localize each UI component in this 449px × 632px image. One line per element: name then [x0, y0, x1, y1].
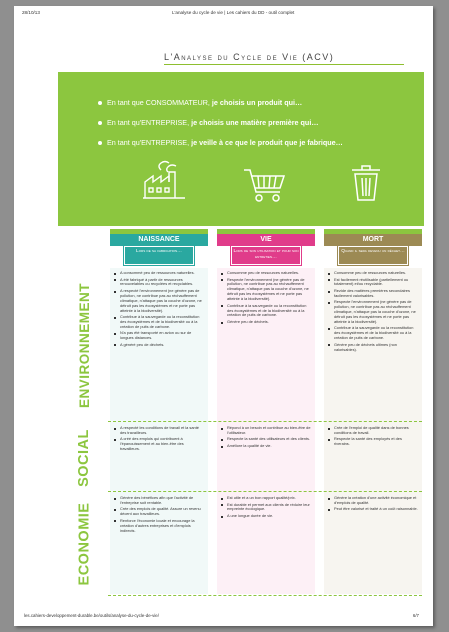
- cell-economie-vie: [221, 496, 311, 520]
- criteria-item: Crée des emplois de qualité. Assure un revenu décent aux travailleurs.: [114, 507, 204, 517]
- banner-line-consumer: En tant que CONSOMMATEUR, je choisis un produit qui…: [98, 98, 302, 107]
- cell-environnement-naissance: [114, 271, 204, 349]
- banner-line-product: En tant qu'ENTREPRISE, je veille à ce que le produit que je fabrique…: [98, 138, 343, 147]
- cell-economie-mort: [328, 496, 418, 514]
- criteria-item: Génère des bénéfices afin que l'activité de l'entreprise soit rentable.: [114, 496, 204, 506]
- green-banner: [58, 72, 424, 226]
- criteria-item: Respecte la santé des utilisateurs et des clients.: [221, 437, 311, 442]
- row-separator: [108, 491, 422, 492]
- criteria-item: Est facilement réutilisable (partiellement ou totalement) et/ou recyclable.: [328, 278, 418, 288]
- criteria-item: Génère peu de déchets.: [221, 320, 311, 325]
- criteria-item: Contribue à la sauvegarde ou la reconstitution des écosystèmes et de la biodiversité ou à la création de puits de carbone.: [328, 326, 418, 341]
- column-title-vie: VIE: [217, 234, 315, 246]
- cell-environnement-mort: [328, 271, 418, 354]
- criteria-item: Crée de l'emploi de qualité dans de bonnes conditions de travail.: [328, 426, 418, 436]
- criteria-item: Consomme peu de ressources naturelles.: [221, 271, 311, 276]
- row-label-text: ECONOMIE: [76, 502, 93, 585]
- criteria-item: A créé des emplois qui contribuent à l'épanouissement et au bien-être des travailleurs.: [114, 437, 204, 452]
- criteria-item: Peut être valorisé et traité à un coût raisonnable.: [328, 507, 418, 512]
- trash-bin-icon: [346, 160, 386, 204]
- criteria-item: A été fabriqué à partir de ressources renouvelables ou recyclées et recyclables.: [114, 278, 204, 288]
- criteria-item: Renforce l'économie locale et encourage la création d'autres entreprises et d'emplois indirects.: [114, 519, 204, 534]
- criteria-item: Consomme peu de ressources naturelles.: [328, 271, 418, 276]
- print-header: [22, 10, 425, 17]
- cell-social-mort: [328, 426, 418, 449]
- document-page: [14, 6, 433, 626]
- print-footer: [24, 613, 423, 620]
- page-title: L'Analyse du Cycle de Vie (ACV): [164, 52, 335, 62]
- criteria-item: Répond à un besoin et contribue au bien-être de l'utilisateur.: [221, 426, 311, 436]
- row-label-text: SOCIAL: [76, 429, 92, 487]
- criteria-item: Respecte l'environnement (ne génère pas de pollution, ne contribue pas au réchauffement climatique, n'attaque pas la couche d'ozone, ne détruit pas les écosystèmes et ne porte pas atteinte à la biodiversité).: [328, 300, 418, 325]
- page-number: 6/7: [412, 613, 419, 618]
- criteria-item: A consommé peu de ressources naturelles.: [114, 271, 204, 276]
- criteria-item: A respecté les conditions de travail et la santé des travailleurs.: [114, 426, 204, 436]
- criteria-item: A généré peu de déchets.: [114, 343, 204, 348]
- title-rule: [164, 64, 404, 65]
- criteria-item: A une longue durée de vie.: [221, 514, 311, 519]
- criteria-item: N'a pas été transporté en avion ou sur de longues distances.: [114, 331, 204, 341]
- criteria-item: Est utile et a un bon rapport qualité/prix.: [221, 496, 311, 501]
- criteria-list: [328, 426, 418, 447]
- banner-line-raw-material: En tant qu'ENTREPRISE, je choisis une matière première qui…: [98, 118, 319, 127]
- row-label-social: [62, 423, 106, 493]
- column-subtitle-1: Lors de son utilisation et pour son entretien…: [231, 246, 301, 265]
- criteria-item: Est durable et permet aux clients de réduire leur empreinte écologique.: [221, 503, 311, 513]
- criteria-list: [328, 271, 418, 353]
- criteria-item: Améliore la qualité de vie.: [221, 444, 311, 449]
- cell-environnement-vie: [221, 271, 311, 326]
- factory-icon: [141, 160, 187, 202]
- table-bottom-rule: [108, 595, 422, 596]
- criteria-list: [114, 271, 204, 348]
- criteria-list: [221, 271, 311, 325]
- criteria-item: Génère peu de déchets ultimes (non valorisables).: [328, 343, 418, 353]
- criteria-item: Respecte l'environnement (ne génère pas de pollution, ne contribue pas au réchauffement climatique, n'attaque pas la couche d'ozone, ne détruit pas les écosystèmes et ne porte pas atteinte à la biodiversité).: [221, 278, 311, 303]
- row-label-economie: [62, 493, 106, 594]
- cell-economie-naissance: [114, 496, 204, 535]
- criteria-item: Génère la création d'une activité économique et d'emplois de qualité.: [328, 496, 418, 506]
- print-date: 28/10/13: [22, 10, 40, 15]
- criteria-list: [114, 496, 204, 534]
- cell-social-vie: [221, 426, 311, 450]
- criteria-item: Contribue à la sauvegarde ou la reconstitution des écosystèmes et de la biodiversité ou à la création de puits de carbone.: [221, 304, 311, 319]
- column-title-mort: MORT: [324, 234, 422, 246]
- shopping-cart-icon: [242, 164, 288, 204]
- criteria-list: [221, 426, 311, 449]
- column-subtitle-0: Lors de sa fabrication…: [124, 246, 194, 265]
- row-separator: [108, 421, 422, 422]
- criteria-list: [328, 496, 418, 512]
- criteria-item: A respecté l'environnement (ne génère pas de pollution, ne contribue pas au réchauffement climatique, n'attaque pas la couche d'ozone, ne détruit pas les écosystèmes et ne porte pas atteinte à la biodiversité).: [114, 289, 204, 314]
- cell-social-naissance: [114, 426, 204, 454]
- column-subtitle-2: Quand il sera devenu un déchet…: [338, 246, 408, 265]
- criteria-list: [114, 426, 204, 452]
- criteria-item: Contribue à la sauvegarde ou la reconstitution des écosystèmes et de la biodiversité ou à la création de puits de carbone.: [114, 315, 204, 330]
- print-title: L'analyse du cycle de vie | Les cahiers du DD - outil complet: [172, 10, 295, 15]
- row-label-text: ENVIRONNEMENT: [76, 282, 92, 409]
- criteria-list: [221, 496, 311, 519]
- print-url[interactable]: les.cahiers-developpement-durable.be/outils/analyse-du-cycle-de-vie/: [24, 613, 159, 618]
- column-title-naissance: NAISSANCE: [110, 234, 208, 246]
- criteria-item: Respecte la santé des employés et des riverains.: [328, 437, 418, 447]
- criteria-item: Rezide des matières premières secondaires facilement valorisables.: [328, 289, 418, 299]
- row-label-environnement: [62, 268, 106, 423]
